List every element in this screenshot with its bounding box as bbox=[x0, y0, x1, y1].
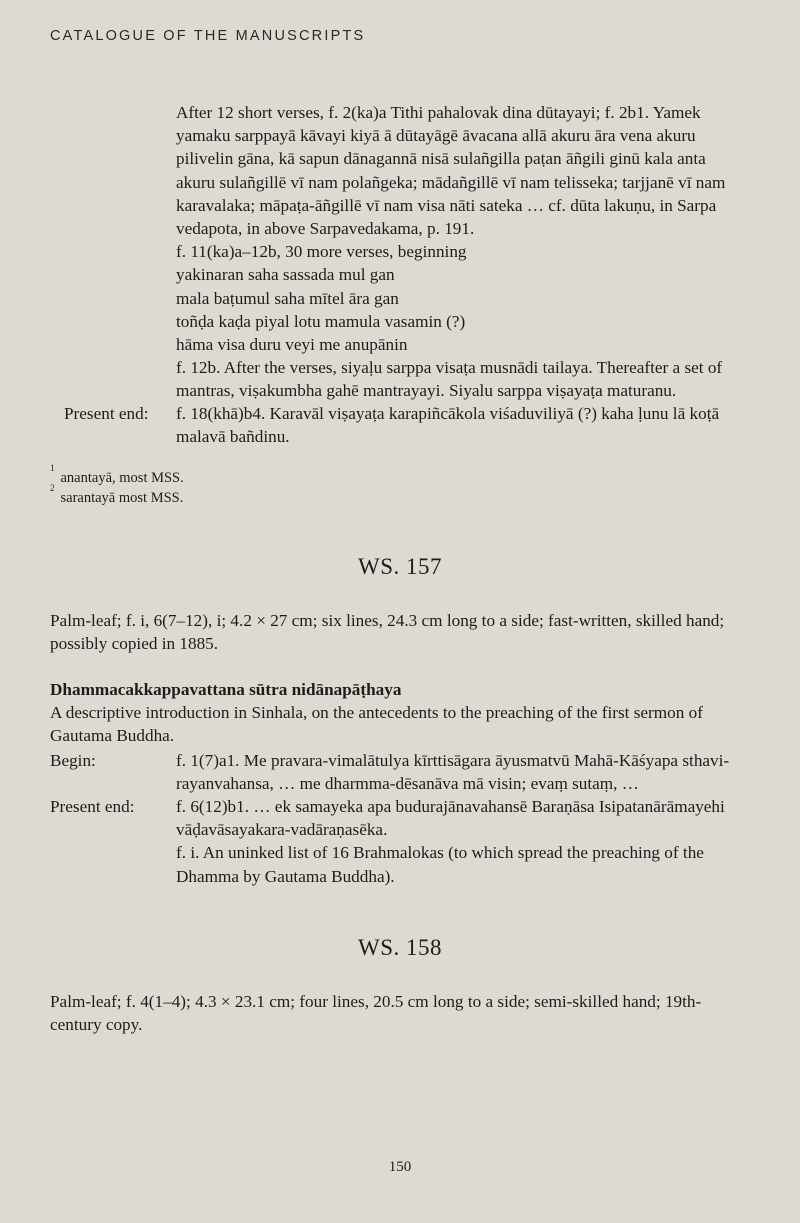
footnote-number: 1 bbox=[50, 463, 55, 473]
text-line: century copy. bbox=[50, 1015, 143, 1035]
running-header: CATALOGUE OF THE MANUSCRIPTS bbox=[50, 28, 366, 44]
footnote-text: anantayā, most MSS. bbox=[60, 469, 184, 486]
entry-heading: WS. 157 bbox=[358, 554, 442, 579]
text-line: After 12 short verses, f. 2(ka)a Tithi pahalovak dina dūtayayi; f. 2b1. Yamek bbox=[176, 103, 701, 122]
footnote-number: 2 bbox=[50, 483, 55, 493]
text-line: malavā bañdinu. bbox=[176, 427, 290, 447]
text-line: possibly copied in 1885. bbox=[50, 634, 219, 654]
text-line: f. i. An uninked list of 16 Brahmalokas (to which spread the preaching of the bbox=[176, 843, 704, 863]
verse-line: yakinaran saha sassada mul gan bbox=[176, 265, 395, 285]
begin-label: Begin: bbox=[50, 751, 96, 770]
text-line: f. 1(7)a1. Me pravara-vimalātulya kīrttisāgara āyusmatvū Mahā-Kāśyapa sthavi- bbox=[176, 751, 730, 770]
text-line: yamaku sarppayā kāvayi kiyā ā dūtayāgē āvacana allā akuru āra vena akuru bbox=[176, 126, 696, 146]
text-line: f. 11(ka)a–12b, 30 more verses, beginning bbox=[176, 242, 467, 262]
text-line: pilivelin gāna, kā sapun dānagannā nisā sulañgilla paṭan āñgili ginū kala anta bbox=[176, 149, 706, 169]
text-line: f. 18(khā)b4. Karavāl viṣayaṭa karapiñcākola viśaduviliyā (?) kaha ḷunu lā koṭā bbox=[176, 404, 720, 423]
text-line: Dhamma by Gautama Buddha). bbox=[176, 866, 395, 886]
text-line: vāḍavāsayakara-vadāraṇasēka. bbox=[176, 820, 388, 840]
text-line: Gautama Buddha. bbox=[50, 726, 175, 746]
text-line: Palm-leaf; f. i, 6(7–12), i; 4.2 × 27 cm; six lines, 24.3 cm long to a side; fast-written, skilled hand; bbox=[50, 611, 725, 630]
text-line: A descriptive introduction in Sinhala, on the antecedents to the preaching of the first sermon of bbox=[50, 703, 703, 723]
entry-description bbox=[50, 609, 766, 655]
present-end-text bbox=[176, 402, 766, 448]
begin-text bbox=[176, 749, 766, 795]
footnote bbox=[50, 483, 183, 508]
text-line: karavalaka; māpaṭa-āñgillē vī nam visa nāti sateka … cf. dūta lakuṇu, in Sarpa bbox=[176, 195, 717, 215]
present-end-label: Present end: bbox=[64, 404, 149, 423]
verse-line: mala baṭumul saha mītel āra gan bbox=[176, 288, 399, 308]
work-title: Dhammacakkappavattana sūtra nidānapāṭhaya bbox=[50, 680, 402, 699]
text-line: vedapota, in above Sarpavedakama, p. 191. bbox=[176, 219, 475, 239]
verse-line: hāma visa duru veyi me anupānin bbox=[176, 335, 408, 355]
present-end-text bbox=[176, 795, 766, 888]
text-line: Palm-leaf; f. 4(1–4); 4.3 × 23.1 cm; four lines, 20.5 cm long to a side; semi-skilled hand; 19th- bbox=[50, 992, 702, 1011]
present-end-label: Present end: bbox=[50, 797, 135, 816]
entry-heading: WS. 158 bbox=[358, 935, 442, 960]
text-line: f. 6(12)b1. … ek samayeka apa budurajānavahansē Baraṇāsa Isipatanārāmayehi bbox=[176, 797, 725, 816]
text-line: mantras, viṣakumbha gahē mantrayayi. Siyalu sarppa viṣayaṭa maturanu. bbox=[176, 381, 677, 401]
page-number: 150 bbox=[388, 1159, 412, 1175]
continuation-text bbox=[176, 101, 766, 403]
footnote-text: sarantayā most MSS. bbox=[60, 489, 184, 506]
text-line: f. 12b. After the verses, siyaḷu sarppa visaṭa musnādi tailaya. Thereafter a set of bbox=[176, 358, 723, 378]
text-line: akuru sulañgillē vī nam polañgeka; mādañgillē vī nam telisseka; tarjjanē vī nam bbox=[176, 172, 726, 192]
entry-body bbox=[50, 678, 766, 748]
text-line: rayanvahansa, … me dharmma-dēsanāva mā visin; evaṃ sutaṃ, … bbox=[176, 774, 639, 794]
entry-description bbox=[50, 990, 766, 1036]
verse-line: toñḍa kaḍa piyal lotu mamula vasamin (?) bbox=[176, 311, 466, 331]
